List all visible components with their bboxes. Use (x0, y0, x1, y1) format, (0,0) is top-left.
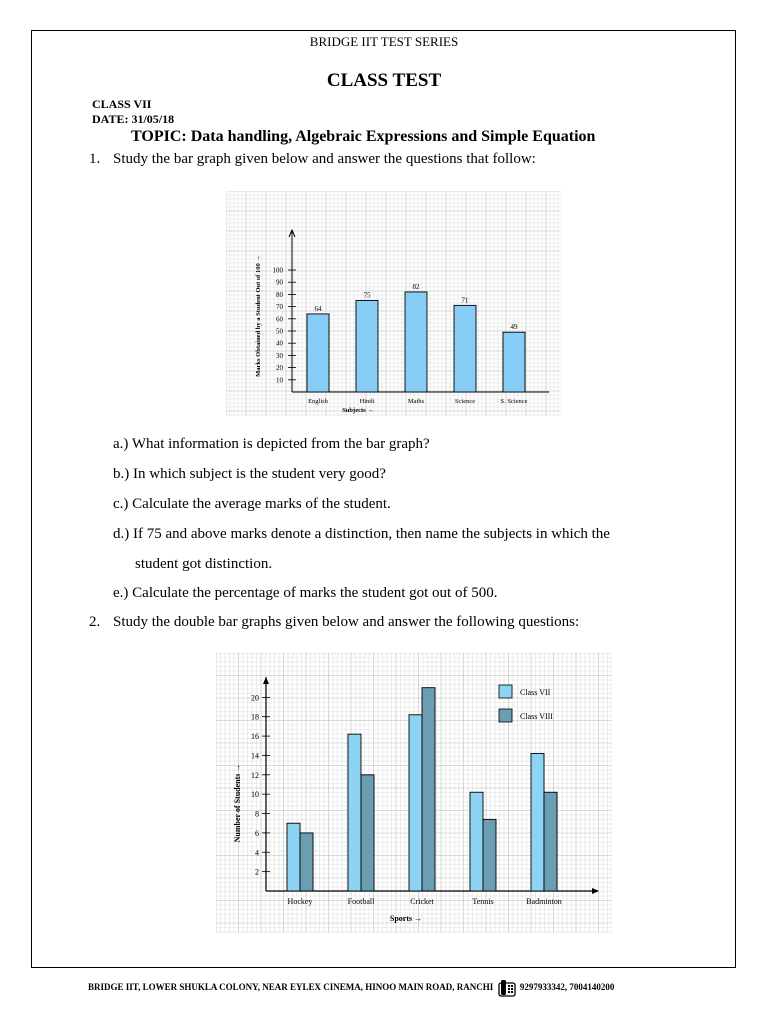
y-tick-label: 14 (251, 751, 259, 761)
chart-1 (226, 191, 561, 416)
test-title: CLASS TEST (326, 70, 442, 91)
bar-football-class-vii (348, 734, 361, 891)
y-tick-label: 80 (276, 290, 283, 299)
y-tick-label: 16 (251, 732, 259, 742)
bar-badminton-class-viii (544, 792, 557, 891)
legend-label: Class VIII (520, 712, 553, 721)
data-label: 71 (461, 296, 469, 305)
y-tick-label: 4 (255, 848, 259, 858)
y-tick-label: 60 (276, 315, 283, 324)
y-tick-label: 10 (276, 376, 283, 385)
question-1-part-b: b.) In which subject is the student very good? (113, 466, 386, 482)
x-axis-label: Sports → (389, 914, 423, 923)
x-tick-label: Hindi (359, 398, 375, 405)
sports-double-bar-chart (216, 653, 612, 933)
bar-badminton-class-vii (531, 754, 544, 891)
y-tick-label: 70 (276, 303, 283, 312)
y-tick-label: 8 (255, 809, 259, 819)
legend-swatch-class-vii (499, 685, 512, 698)
question-1-part-d: d.) If 75 and above marks denote a distinction, then name the subjects in which the (113, 526, 610, 542)
footer-phones: 9297933342, 7004140200 (519, 982, 615, 993)
bar-maths (405, 292, 427, 392)
y-tick-label: 100 (272, 266, 283, 275)
legend-label: Class VII (520, 688, 551, 697)
y-tick-label: 20 (251, 693, 259, 703)
x-tick-label: Science (454, 398, 476, 405)
date-line: DATE: 31/05/18 (92, 112, 175, 126)
legend-swatch-class-viii (499, 709, 512, 722)
bar-science (454, 305, 476, 392)
y-tick-label: 6 (255, 828, 259, 838)
telephone-icon (498, 979, 516, 997)
bar-tennis-class-vii (470, 792, 483, 891)
x-tick-label: S. Science (500, 398, 528, 405)
bar-tennis-class-viii (483, 819, 496, 891)
footer-address: BRIDGE IIT, LOWER SHUKLA COLONY, NEAR EYLEX CINEMA, HINOO MAIN ROAD, RANCHI (88, 982, 494, 993)
chart-2 (216, 653, 612, 933)
y-tick-label: 20 (276, 364, 283, 373)
y-tick-label: 2 (255, 867, 259, 877)
x-tick-label: Football (347, 897, 375, 906)
y-axis-arrow (263, 677, 269, 684)
bar-hockey-class-vii (287, 823, 300, 891)
x-tick-label: Cricket (410, 897, 434, 906)
question-number: 1. (89, 151, 101, 167)
x-axis-arrow (592, 888, 599, 894)
y-tick-label: 40 (276, 339, 283, 348)
bar-football-class-viii (361, 775, 374, 891)
y-tick-label: 50 (276, 327, 283, 336)
y-tick-label: 90 (276, 278, 283, 287)
question-1-part-a: a.) What information is depicted from the bar graph? (113, 436, 430, 452)
bar-s-science (503, 332, 525, 392)
question-1-part-d-continued: student got distinction. (135, 556, 273, 572)
footer (88, 979, 614, 997)
x-tick-label: English (308, 398, 328, 405)
series-title: BRIDGE IIT TEST SERIES (309, 34, 459, 49)
question-1-part-c: c.) Calculate the average marks of the student. (113, 496, 391, 512)
data-label: 64 (314, 304, 322, 313)
question-text: Study the bar graph given below and answer the questions that follow: (113, 151, 536, 167)
bar-english (307, 314, 329, 392)
subject-marks-bar-chart (226, 191, 561, 416)
class-line: CLASS VII (92, 97, 152, 111)
x-tick-label: Maths (407, 398, 425, 405)
x-tick-label: Badminton (526, 897, 562, 906)
y-tick-label: 10 (251, 790, 259, 800)
y-tick-label: 18 (251, 712, 259, 722)
bar-cricket-class-vii (409, 715, 422, 891)
x-tick-label: Tennis (472, 897, 494, 906)
question-number: 2. (89, 614, 101, 630)
x-tick-label: Hockey (287, 897, 313, 906)
question-text: Study the double bar graphs given below and answer the following questions: (113, 614, 580, 630)
x-axis-label: Subjects → (342, 407, 374, 414)
data-label: 75 (363, 291, 371, 300)
question-1-part-e: e.) Calculate the percentage of marks the student got out of 500. (113, 585, 498, 601)
bar-hockey-class-viii (300, 833, 313, 891)
topic-line: TOPIC: Data handling, Algebraic Expressions and Simple Equation (131, 128, 596, 145)
y-axis-label: Marks Obtained by a Student Out of 100 → (255, 255, 262, 377)
data-label: 82 (412, 282, 420, 291)
data-label: 49 (510, 323, 518, 332)
y-axis-label: Number of Students → (233, 763, 242, 843)
y-tick-label: 12 (251, 770, 259, 780)
bar-cricket-class-viii (422, 688, 435, 891)
y-tick-label: 30 (276, 351, 283, 360)
bar-hindi (356, 301, 378, 393)
